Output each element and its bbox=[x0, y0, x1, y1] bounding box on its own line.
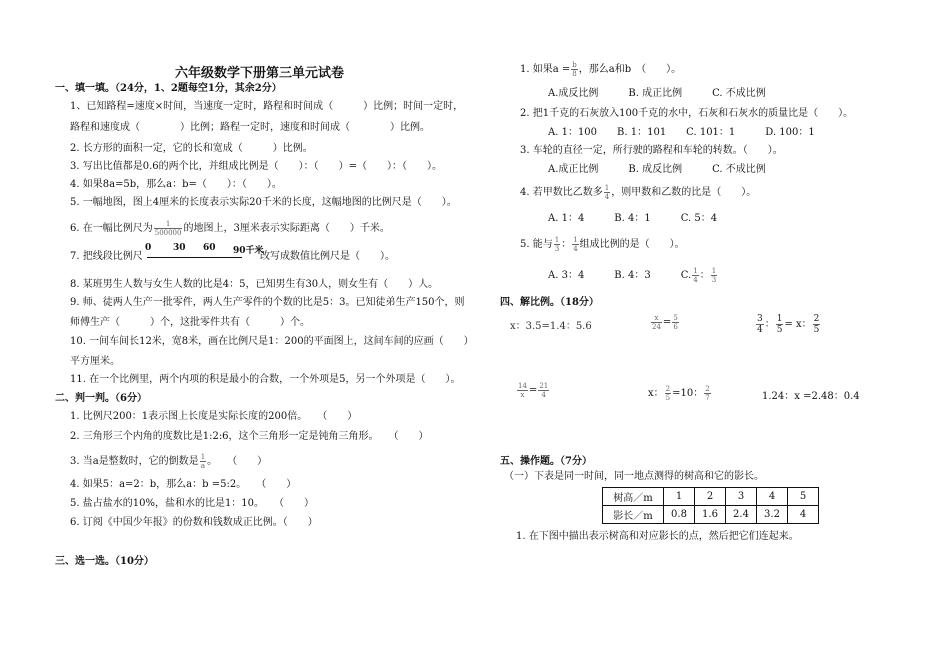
equals-sign: = bbox=[662, 317, 672, 328]
equation-5-middle: =10： bbox=[672, 388, 704, 399]
fraction-denominator: 4 bbox=[693, 276, 698, 284]
equation-4-left-fraction bbox=[517, 382, 528, 399]
fraction-denominator: 4 bbox=[573, 245, 578, 253]
scale-label: 30 bbox=[173, 243, 186, 253]
equation-3-fraction-b bbox=[776, 314, 784, 335]
table-cell: 4 bbox=[788, 506, 819, 524]
section-1-heading: 一、填一填。（24分，1、2题每空1分，其余2分） bbox=[55, 83, 282, 94]
section-2-heading: 二、判一判。（6分） bbox=[55, 393, 147, 404]
question-3-3-options: A.成正比例 B. 成反比例 C. 不成比例 bbox=[548, 164, 766, 175]
fraction-numerator: 1 bbox=[711, 267, 717, 275]
equation-5-fraction-b bbox=[704, 385, 710, 402]
fraction-denominator: 8 bbox=[572, 70, 577, 78]
table-cell: 3 bbox=[726, 488, 757, 506]
line-segment-scale bbox=[145, 243, 270, 265]
question-2-5: 5. 盐占盐水的10%，盐和水的比是1：10。 （ ） bbox=[70, 498, 315, 509]
question-3-2: 2. 把1千克的石灰放入100千克的水中，石灰和石灰水的质量比是（ ）。 bbox=[520, 108, 854, 119]
section-5-heading: 五、操作题。（7分） bbox=[500, 456, 592, 467]
question-3-1-fraction bbox=[571, 61, 577, 78]
row-header-shadow-length: 影长／m bbox=[603, 506, 664, 524]
fraction-numerator: 1 bbox=[604, 184, 610, 192]
question-3-4-text-b: ，则甲数和乙数的比是（ ）。 bbox=[611, 187, 757, 198]
question-2-3-text-b: 。 （ ） bbox=[207, 456, 268, 467]
fraction-numerator: 3 bbox=[757, 314, 763, 324]
fraction-numerator: 1 bbox=[776, 314, 783, 324]
question-1-11: 11. 在一个比例里，两个内项的积是最小的合数，一个外项是5，另一个外项是（ ）。 bbox=[70, 374, 461, 385]
question-1-2: 2. 长方形的面积一定，它的长和宽成（ ）比例。 bbox=[70, 143, 313, 154]
question-1-6-text-b: 的地图上，3厘米表示实际距离（ ）千米。 bbox=[183, 223, 390, 234]
question-3-4 bbox=[520, 184, 756, 201]
option-c-fraction-1 bbox=[692, 267, 698, 284]
section-5-question-1: 1. 在下图中描出表示树高和对应影长的点，然后把它们连起来。 bbox=[516, 531, 799, 542]
question-1-8: 8. 某班男生人数与女生人数的比是4：5，已知男生有30人，则女生有（ ）人。 bbox=[70, 279, 439, 290]
question-1-6 bbox=[70, 220, 390, 237]
fraction-denominator: 24 bbox=[652, 323, 661, 331]
ratio-colon: ： bbox=[699, 270, 710, 281]
question-1-7-a: 7. 把线段比例尺 bbox=[70, 251, 143, 262]
fraction-denominator: 500000 bbox=[154, 229, 182, 237]
equation-3 bbox=[755, 314, 821, 335]
question-1-1-cont: 路程和速度成（ ）比例；路程一定时，速度和时间成（ ）比例。 bbox=[70, 122, 430, 133]
table-cell: 3.2 bbox=[757, 506, 788, 524]
question-3-1-text-a: 1. 如果a = bbox=[520, 64, 571, 75]
reciprocal-fraction bbox=[200, 453, 206, 470]
question-3-5 bbox=[520, 236, 685, 253]
question-3-5-options-text: A. 3：4 B. 4：3 C. bbox=[548, 270, 692, 281]
question-3-1 bbox=[520, 61, 681, 78]
equation-6: 1.24：x =2.48：0.4 bbox=[762, 391, 860, 402]
ratio-colon: ： bbox=[561, 239, 572, 250]
equation-4 bbox=[516, 382, 550, 399]
question-1-4: 4. 如果8a=5b，那么a：b=（ ）：（ ）。 bbox=[70, 179, 282, 190]
scale-label: 60 bbox=[203, 243, 216, 253]
question-3-5-fraction-1 bbox=[554, 236, 560, 253]
equation-1: x：3.5=1.4：5.6 bbox=[510, 321, 592, 332]
question-3-5-text-a: 5. 能与 bbox=[520, 239, 553, 250]
fraction-numerator: b bbox=[572, 61, 577, 69]
table-row bbox=[603, 506, 819, 524]
question-3-1-text-b: ，那么a和b （ ）。 bbox=[578, 64, 682, 75]
table-cell: 2 bbox=[695, 488, 726, 506]
question-1-9-cont: 师傅生产（ ）个，这批零件共有（ ）个。 bbox=[70, 317, 310, 328]
fraction-denominator: 5 bbox=[776, 325, 783, 335]
question-2-3-text-a: 3. 当a是整数时，它的倒数是 bbox=[70, 456, 199, 467]
ratio-colon: ： bbox=[764, 319, 775, 330]
equation-2-left-fraction bbox=[651, 314, 662, 331]
question-2-1: 1. 比例尺200：1表示图上长度是实际长度的200倍。 （ ） bbox=[70, 411, 358, 422]
table-cell: 5 bbox=[788, 488, 819, 506]
question-3-2-options: A. 1：100 B. 1：101 C. 101：1 D. 100：1 bbox=[548, 127, 815, 138]
tree-shadow-table bbox=[602, 487, 819, 524]
question-3-4-options: A. 1：4 B. 4：1 C. 5：4 bbox=[548, 213, 718, 224]
question-3-3: 3. 车轮的直径一定，所行驶的路程和车轮的转数。（ ）。 bbox=[520, 145, 783, 156]
fraction-numerator: 2 bbox=[705, 385, 710, 393]
question-1-10-cont: 平方厘米。 bbox=[70, 356, 120, 367]
question-3-1-options: A.成反比例 B. 成正比例 C. 不成比例 bbox=[548, 88, 766, 99]
question-2-6: 6. 订阅《中国少年报》的份数和钱数成正比例。（ ） bbox=[70, 517, 318, 528]
fraction-denominator: 4 bbox=[757, 325, 763, 335]
fraction-denominator: a bbox=[200, 462, 206, 470]
question-2-4: 4. 如果5：a=2：b，那么a：b =5:2。 （ ） bbox=[70, 479, 297, 490]
page-title: 六年级数学下册第三单元试卷 bbox=[175, 66, 345, 81]
fraction-denominator: 5 bbox=[665, 394, 671, 402]
table-cell: 1.6 bbox=[695, 506, 726, 524]
equation-2-right-fraction bbox=[672, 314, 678, 331]
equation-3-fraction-a bbox=[756, 314, 764, 335]
scale-fraction bbox=[154, 220, 183, 237]
question-1-3: 3. 写出比值都是0.6的两个比，并组成比例是（ ）：（ ）=（ ）：（ ）。 bbox=[70, 161, 443, 172]
question-1-10: 10. 一间车间长12米，宽8米，画在比例尺是1：200的平面图上，这间车间的应画（ ） bbox=[70, 336, 474, 347]
table-cell: 0.8 bbox=[664, 506, 695, 524]
fraction-numerator: 1 bbox=[554, 236, 560, 244]
fraction-denominator: x bbox=[520, 391, 525, 399]
fraction-denominator: 3 bbox=[711, 276, 717, 284]
option-c-fraction-2 bbox=[711, 267, 717, 284]
fraction-denominator: 4 bbox=[541, 391, 546, 399]
question-3-4-fraction bbox=[604, 184, 610, 201]
question-3-4-text-a: 4. 若甲数比乙数多 bbox=[520, 187, 603, 198]
equation-4-right-fraction bbox=[538, 382, 549, 399]
question-1-5: 5. 一幅地图，图上4厘米的长度表示实际20千米的长度，这幅地图的比例尺是（ ）。 bbox=[70, 197, 457, 208]
fraction-numerator: 21 bbox=[539, 382, 549, 390]
equation-3-middle: = x： bbox=[784, 319, 812, 330]
question-1-9: 9. 师、徒两人生产一批零件，两人生产零件的个数的比是5：3。已知徒弟生产150个，则 bbox=[70, 297, 465, 308]
scale-line bbox=[147, 257, 242, 258]
fraction-numerator: 2 bbox=[665, 385, 671, 393]
equation-5 bbox=[648, 384, 712, 402]
fraction-numerator: x bbox=[651, 314, 662, 323]
fraction-denominator: 6 bbox=[673, 323, 678, 331]
question-3-5-fraction-2 bbox=[572, 236, 578, 253]
fraction-numerator: 2 bbox=[813, 314, 820, 324]
scale-label: 0 bbox=[145, 243, 152, 253]
row-header-tree-height: 树高／m bbox=[603, 488, 664, 506]
table-cell: 2.4 bbox=[726, 506, 757, 524]
section-3-heading: 三、选一选。（10分） bbox=[55, 556, 154, 567]
fraction-denominator: 7 bbox=[705, 394, 710, 402]
fraction-denominator: 5 bbox=[813, 325, 820, 335]
section-5-intro: （一）下表是同一时间，同一地点测得的树高和它的影长。 bbox=[504, 471, 764, 482]
question-1-6-text-a: 6. 在一幅比例尺为 bbox=[70, 223, 153, 234]
question-3-5-text-b: 组成比例的是（ ）。 bbox=[579, 239, 685, 250]
equation-2 bbox=[650, 314, 680, 331]
question-3-5-options bbox=[548, 267, 718, 284]
fraction-numerator: 1 bbox=[200, 453, 206, 461]
fraction-numerator: 1 bbox=[573, 236, 578, 244]
table-cell: 1 bbox=[664, 488, 695, 506]
table-cell: 4 bbox=[757, 488, 788, 506]
question-1-1: 1、已知路程=速度×时间，当速度一定时，路程和时间成（ ）比例；时间一定时， bbox=[70, 101, 464, 112]
question-1-7-b: 改写成数值比例尺是（ ）。 bbox=[260, 251, 395, 262]
equals-sign: = bbox=[528, 385, 538, 396]
question-2-3 bbox=[70, 453, 267, 470]
fraction-numerator: 1 bbox=[154, 220, 183, 229]
question-2-2: 2. 三角形三个内角的度数比是1:2:6，这个三角形一定是钝角三角形。 （ ） bbox=[70, 431, 429, 442]
fraction-denominator: 3 bbox=[554, 245, 560, 253]
equation-3-fraction-c bbox=[813, 314, 821, 335]
equation-5-prefix: x： bbox=[648, 388, 664, 399]
fraction-numerator: 14 bbox=[518, 382, 527, 390]
fraction-denominator: 4 bbox=[604, 193, 610, 201]
section-4-heading: 四、解比例。（18分） bbox=[500, 297, 599, 308]
fraction-numerator: 5 bbox=[673, 314, 678, 322]
equation-5-fraction-a bbox=[665, 385, 671, 402]
table-row bbox=[603, 488, 819, 506]
scale-label: 90千米 bbox=[233, 246, 264, 256]
fraction-numerator: 1 bbox=[693, 267, 698, 275]
